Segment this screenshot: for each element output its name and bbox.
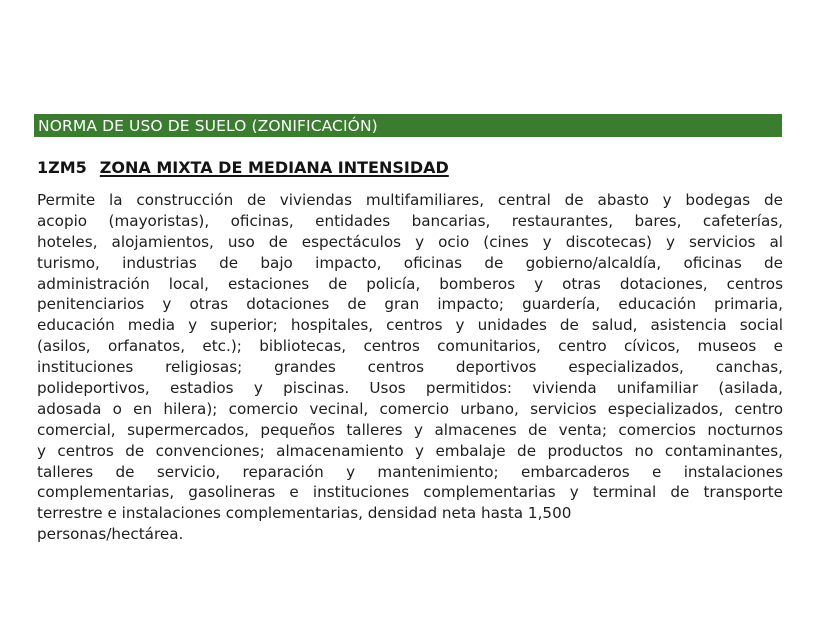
description-line: adosada o en hilera); comercio vecinal, comercio urbano, servicios especializados, centro (37, 399, 783, 418)
zone-description (37, 190, 783, 545)
description-line: turismo, industrias de bajo impacto, oficinas de gobierno/alcaldía, oficinas de (37, 253, 783, 272)
description-line: Permite la construcción de viviendas multifamiliares, central de abasto y bodegas de (37, 191, 783, 209)
section-title: NORMA DE USO DE SUELO (ZONIFICACIÓN) (38, 116, 378, 135)
zone-code: 1ZM5 (37, 158, 87, 177)
description-line: hoteles, alojamientos, uso de espectáculos y ocio (cines y discotecas) y servicios al (37, 232, 783, 251)
description-line: polideportivos, estadios y piscinas. Usos permitidos: vivienda unifamiliar (asilada, (37, 379, 783, 398)
zone-name: ZONA MIXTA DE MEDIANA INTENSIDAD (99, 158, 449, 177)
zone-heading (37, 158, 449, 177)
description-line: terrestre e instalaciones complementarias, densidad neta hasta 1,500 (37, 504, 572, 523)
description-line: personas/hectárea. (37, 525, 184, 544)
description-line: educación media y superior; hospitales, centros y unidades de salud, asistencia social (37, 316, 783, 335)
description-line: comercial, supermercados, pequeños talleres y almacenes de venta; comercios nocturnos (37, 420, 783, 439)
description-line: administración local, estaciones de policía, bomberos y otras dotaciones, centros (37, 274, 783, 293)
description-line: instituciones religiosas; grandes centros deportivos especializados, canchas, (37, 358, 783, 377)
description-line: talleres de servicio, reparación y mantenimiento; embarcaderos e instalaciones (37, 462, 783, 481)
description-line: acopio (mayoristas), oficinas, entidades bancarias, restaurantes, bares, cafeterías, (37, 211, 783, 230)
description-line: y centros de convenciones; almacenamiento y embalaje de productos no contaminantes, (37, 441, 783, 460)
description-line: penitenciarios y otras dotaciones de gran impacto; guardería, educación primaria, (37, 295, 783, 314)
description-line: complementarias, gasolineras e instituciones complementarias y terminal de transporte (37, 483, 783, 502)
description-line: (asilos, orfanatos, etc.); bibliotecas, centros comunitarios, centro cívicos, museos e (37, 337, 783, 356)
section-banner (34, 114, 782, 137)
